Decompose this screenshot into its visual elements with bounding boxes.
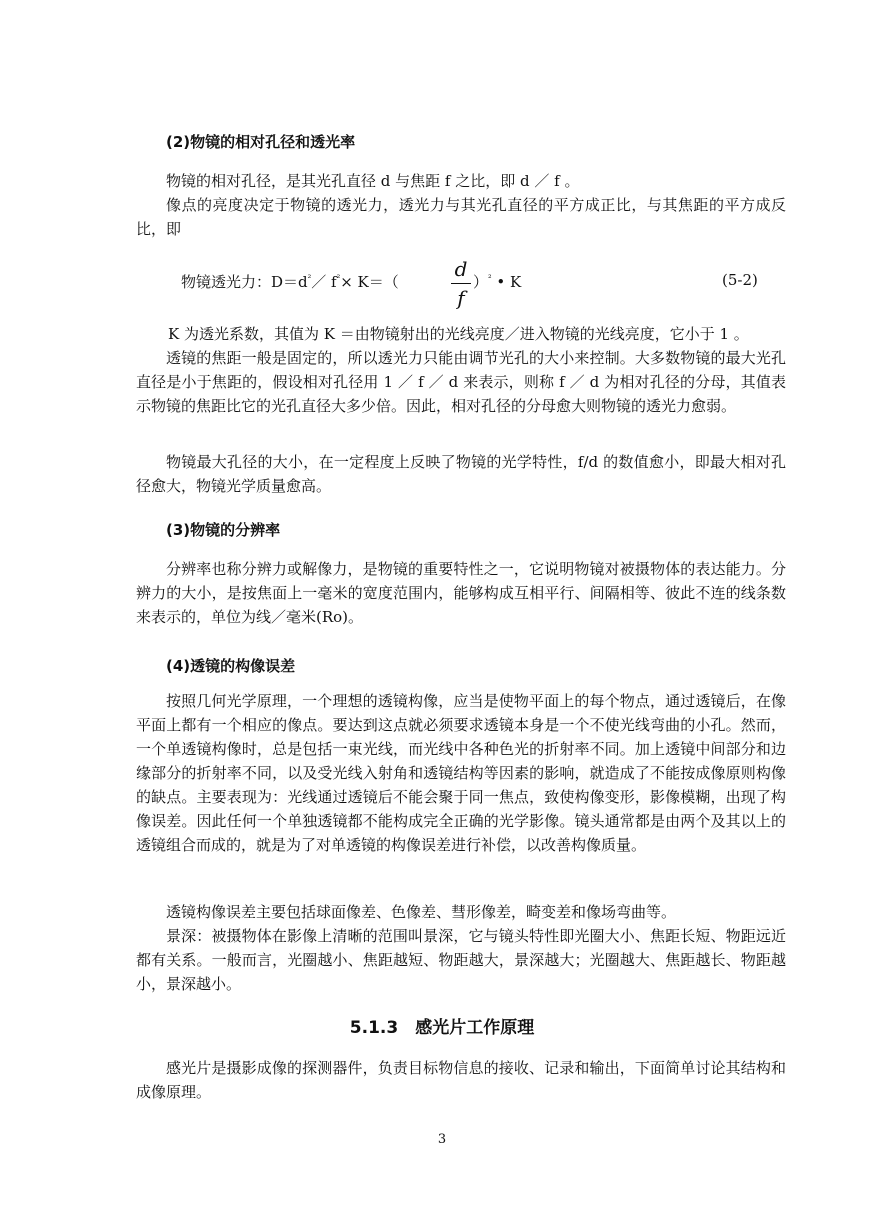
- section-heading-2: (2)物镜的相对孔径和透光率: [166, 133, 356, 151]
- paragraph: 感光片是摄影成像的探测器件，负责目标物信息的接收、记录和输出，下面简单讨论其结构和成像原理。: [136, 1059, 786, 1101]
- paragraph: K 为透光系数，其值为 K ＝由物镜射出的光线亮度／进入物镜的光线亮度，它小于 1 。: [168, 325, 749, 343]
- page-number: 3: [437, 1132, 447, 1147]
- formula-prefix: 物镜透光力：: [181, 273, 272, 291]
- fraction-denominator: f: [457, 286, 465, 310]
- section-heading-3: (3)物镜的分辨率: [166, 521, 281, 539]
- formula-tail: ）$^{^2}$ • K: [473, 273, 522, 291]
- paragraph: 景深：被摄物体在影像上清晰的范围叫景深，它与镜头特性即光圈大小、焦距长短、物距远近都有关系。一般而言，光圈越小、焦距越短、物距越大，景深越大；光圈越大、焦距越长、物距越小，景深越小。: [136, 927, 786, 993]
- paragraph: 透镜的焦距一般是固定的，所以透光力只能由调节光孔的大小来控制。大多数物镜的最大光孔直径是小于焦距的，假设相对孔径用 1 ／ f ／ d 来表示，则称 f ／ d 为相对孔径的分母，其值表示物镜的焦距比它的光孔直径大多少倍。因此，相对孔径的分母愈大则物镜的透光力愈弱。: [136, 349, 786, 415]
- section-heading-4: (4)透镜的构像误差: [166, 657, 296, 675]
- formula-body: $D=d^{^2}/$ $f^{^2}\times K=$（: [271, 273, 399, 291]
- paragraph: 分辨率也称分辨力或解像力，是物镜的重要特性之一，它说明物镜对被摄物体的表达能力。分辨力的大小，是按焦面上一毫米的宽度范围内，能够构成互相平行、间隔相等、彼此不连的线条数来表示的，单位为线／毫米(Ro)。: [136, 560, 786, 626]
- fraction-bar: [451, 283, 471, 284]
- paragraph: 物镜最大孔径的大小，在一定程度上反映了物镜的光学特性，f/d 的数值愈小，即最大相对孔径愈大，物镜光学质量愈高。: [136, 453, 786, 495]
- paragraph: 像点的亮度决定于物镜的透光力，透光力与其光孔直径的平方成正比，与其焦距的平方成反比，即: [136, 196, 786, 238]
- equation-number: (5-2): [722, 271, 758, 289]
- paragraph: 按照几何光学原理，一个理想的透镜构像，应当是使物平面上的每个物点，通过透镜后，在像平面上都有一个相应的像点。要达到这点就必须要求透镜本身是一个不使光线弯曲的小孔。然而，一个单透镜构像时，总是包括一束光线，而光线中各种色光的折射率不同。加上透镜中间部分和边缘部分的折射率不同，以及受光线入射角和透镜结构等因素的影响，就造成了不能按成像原则构像的缺点。主要表现为：光线通过透镜后不能会聚于同一焦点，致使构像变形，影像模糊，出现了构像误差。因此任何一个单独透镜都不能构成完全正确的光学影像。镜头通常都是由两个及其以上的透镜组合而成的，就是为了对单透镜的构像误差进行补偿，以改善构像质量。: [136, 692, 786, 854]
- section-heading-5-1-3: 5.1.3 感光片工作原理: [349, 1018, 535, 1038]
- fraction-numerator: d: [454, 257, 468, 281]
- paragraph: 透镜构像误差主要包括球面像差、色像差、彗形像差，畸变差和像场弯曲等。: [166, 903, 677, 921]
- paragraph: 物镜的相对孔径，是其光孔直径 d 与焦距 f 之比，即 d ／ f 。: [166, 172, 580, 190]
